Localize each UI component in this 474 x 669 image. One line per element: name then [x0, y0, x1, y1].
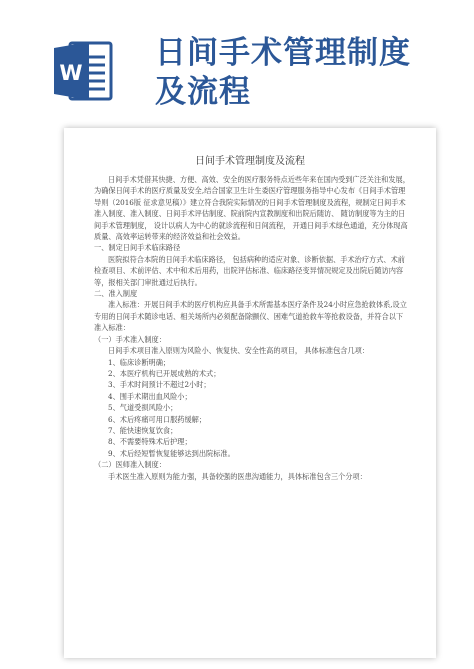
title-line-2: 及流程 — [155, 74, 251, 110]
document-paragraph: 1、临床诊断明确； — [108, 357, 171, 367]
document-paragraph: （二）医师准入制度： — [94, 460, 166, 470]
header-banner — [0, 0, 474, 118]
word-document-icon — [54, 40, 114, 102]
document-paragraph: 8、不需要特殊术后护理； — [108, 437, 192, 447]
document-paragraph: 3、手术时间预计不超过2小时； — [108, 380, 211, 390]
document-paragraph: 手术医生准入原则为能力强，具备较强的医患沟通能力，具体标准包含三个分项： — [108, 471, 367, 481]
title-line-1: 日间手术管理制度 — [155, 35, 411, 71]
document-paragraph: 医院拟符合本院的日间手术临床路径， 包括病种的适应对象、诊断依据、手术治疗方式、术前检查项目、术前评估、术中和术后用药，出院评估标准、临床路径变异情况规定及出院后随访内容等，报相关部门审批通过后执行。 — [94, 254, 405, 287]
document-paragraph: （一）手术准入制度： — [94, 334, 166, 344]
document-paragraph: 9、术后经短暂恢复能够达到出院标准。 — [108, 448, 235, 458]
document-body — [94, 174, 410, 482]
document-paragraph: 6、术后疼痛可用口服药缓解； — [108, 414, 207, 424]
document-paragraph: 4、围手术期出血风险小； — [108, 391, 192, 401]
page-title — [155, 34, 455, 112]
document-title: 日间手术管理制度及流程 — [195, 156, 305, 167]
document-paragraph: 2、本医疗机构已开展成熟的术式； — [108, 368, 221, 378]
document-paragraph: 日间手术凭借其快捷、方便、高效、安全的医疗服务特点近些年来在国内受到广泛关注和发展，为确保日间手术的医疗质量及安全,结合国家卫生计生委医疗管理服务指导中心发布《日间手术管理导则（2016版 征求意见稿）》建立符合我院实际情况的日间手术管理制度及流程，规制定日间手术准入制度、准入制度、日间手术评估制度、院前院内宣教制度和出院后随访、 随访制度等为主的日间手术管理制度， 设计以病人为中心的就诊流程和日间流程， 开通日间手术绿色通道，充分体现高质量、高效率运转带来的经济效益和社会效益。 — [94, 175, 410, 242]
document-paragraph: 准入标准：开展日间手术的医疗机构应具备手术所需基本医疗条件及24小时应急抢救体系,设立专用的日间手术随诊电话、相关场所内必须配备除颤仪、困难气道抢救车等抢救设备，并符合以下准入标准： — [94, 300, 407, 333]
document-paragraph: 5、气道受损风险小； — [108, 403, 178, 413]
document-paragraph: 二、准入制度 — [94, 289, 138, 299]
svg-text:W: W — [59, 61, 83, 85]
document-paragraph: 日间手术项目准入原则为风险小、恢复快、安全性高的项目， 具体标准包含几项： — [108, 346, 370, 356]
document-page — [64, 128, 436, 658]
document-paragraph: 7、能快速恢复饮食； — [108, 425, 178, 435]
document-paragraph: 一、制定日间手术临床路径 — [94, 243, 181, 253]
